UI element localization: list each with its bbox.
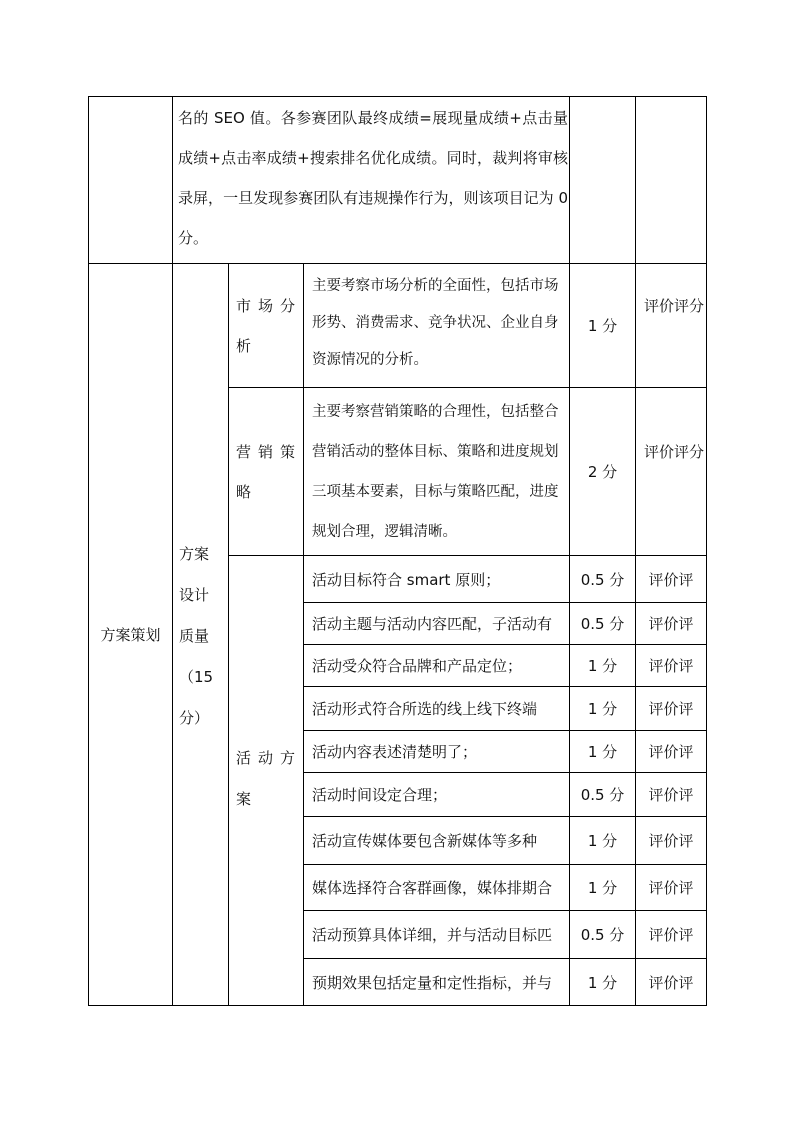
activity-criteria: 活动主题与活动内容匹配，子活动有 (312, 615, 553, 633)
section-cell-activity (229, 556, 303, 1005)
activity-criteria: 活动时间设定合理； (312, 786, 448, 804)
activity-criteria: 媒体选择符合客群画像，媒体排期合 (312, 879, 553, 897)
score-cell (570, 264, 635, 387)
table-border-bottom (88, 1005, 707, 1006)
activity-method: 评价评 (648, 570, 694, 589)
continuation-paragraph: 名的 SEO 值。各参赛团队最终成绩=展现量成绩+点击量成绩+点击率成绩+搜索排名优化成绩。同时，裁判将审核录屏，一旦发现参赛团队有违规操作行为，则该项目记为 0 分。 (178, 109, 568, 247)
activity-score: 0.5 分 (580, 926, 625, 944)
section-label: 活动方案 (236, 749, 303, 808)
subcategory-cell (173, 264, 228, 1005)
category-label: 方案策划 (100, 626, 161, 644)
activity-criteria: 预期效果包括定量和定性指标，并与 (312, 973, 553, 992)
method-text: 评价评分 (644, 297, 705, 315)
activity-criteria: 活动受众符合品牌和产品定位； (312, 657, 523, 675)
activity-criteria: 活动宣传媒体要包含新媒体等多种 (312, 832, 538, 850)
criteria-cell (304, 388, 569, 555)
activity-score: 0.5 分 (580, 615, 625, 633)
section-label: 市场分析 (236, 297, 303, 355)
activity-criteria: 活动形式符合所选的线上线下终端 (312, 700, 538, 718)
activity-method: 评价评 (648, 700, 694, 718)
activity-score: 1 分 (587, 973, 618, 992)
table-border-right (706, 96, 707, 1006)
section-label: 营销策略 (236, 443, 303, 501)
score-value: 1 分 (587, 317, 618, 335)
activity-score: 1 分 (587, 743, 618, 761)
scoring-table (88, 96, 707, 1006)
activity-score: 1 分 (587, 657, 618, 675)
score-value: 2 分 (587, 463, 618, 481)
activity-method: 评价评 (648, 832, 694, 850)
activity-method: 评价评 (648, 786, 694, 804)
section-cell-market (229, 264, 303, 387)
activity-criteria: 活动预算具体详细，并与活动目标匹 (312, 926, 553, 944)
method-text: 评价评分 (644, 443, 705, 461)
section-cell-strategy (229, 388, 303, 555)
score-cell (570, 388, 635, 555)
activity-score: 1 分 (587, 832, 618, 850)
method-cell (636, 264, 706, 387)
activity-method: 评价评 (648, 743, 694, 761)
criteria-cell (304, 264, 569, 387)
method-cell (636, 388, 706, 555)
activity-method: 评价评 (648, 973, 694, 992)
activity-score: 0.5 分 (580, 570, 625, 589)
criteria-text: 主要考察市场分析的全面性，包括市场形势、消费需求、竞争状况、企业自身资源情况的分析。 (312, 278, 559, 368)
activity-criteria: 活动内容表述清楚明了； (312, 743, 478, 761)
criteria-text: 主要考察营销策略的合理性，包括整合营销活动的整体目标、策略和进度规划三项基本要素，目标与策略匹配，进度规划合理，逻辑清晰。 (312, 404, 559, 540)
subcategory-label: 方案设计质量（15 分） (179, 545, 214, 727)
activity-score: 1 分 (587, 879, 618, 897)
activity-method: 评价评 (648, 657, 694, 675)
activity-criteria: 活动目标符合 smart 原则； (312, 570, 501, 589)
activity-score: 0.5 分 (580, 786, 625, 804)
activity-method: 评价评 (648, 879, 694, 897)
category-cell (89, 264, 172, 1005)
activity-score: 1 分 (587, 700, 618, 718)
activity-method: 评价评 (648, 615, 694, 633)
activity-method: 评价评 (648, 926, 694, 944)
